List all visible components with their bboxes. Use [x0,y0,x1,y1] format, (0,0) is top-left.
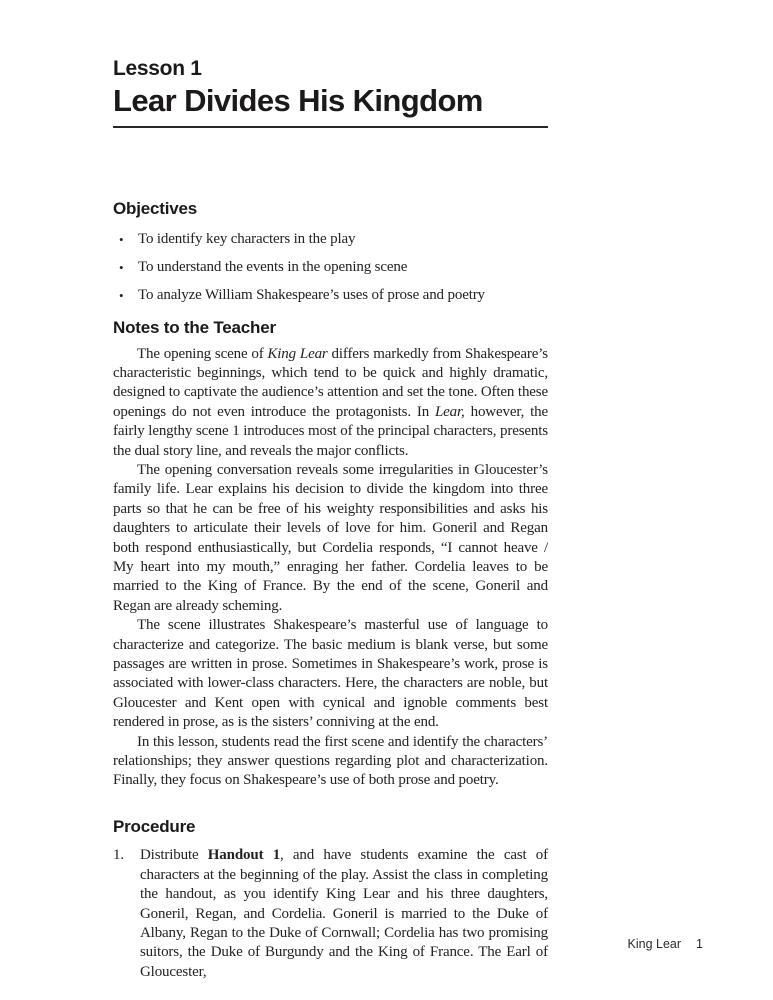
objectives-list [113,230,548,305]
objective-item [113,286,548,305]
lesson-label: Lesson 1 [113,57,202,80]
procedure-steps [113,846,548,982]
procedure-section [113,817,548,982]
notes-section [113,318,548,791]
notes-paragraph: In this lesson, students read the first scene and identify the characters’ relationships; they answer questions regarding plot and characterization. Finally, they focus on Shakespeare’s use of both prose and poetry. [113,733,548,789]
running-footer [628,937,703,951]
procedure-heading: Procedure [113,816,196,836]
notes-paragraph: The opening conversation reveals some irregularities in Gloucester’s family life. Lear explains his decision to divide the kingdom into three parts so that he can be free of his weighty responsibilities and asks his daughters to articulate their levels of love for him. Goneril and Regan both respond enthusiastically, but Cordelia responds, “I cannot heave / My heart into my mouth,” enraging her father. Cordelia leaves to be married to the King of France. By the end of the scene, Goneril and Regan are already scheming. [113,461,548,614]
title-rule [113,126,548,128]
procedure-step [113,846,548,982]
notes-paragraph: The scene illustrates Shakespeare’s masterful use of language to characterize and categorize. The basic medium is blank verse, but some passages are written in prose. Sometimes in Shakespeare’s work, prose is associated with lower-class characters. Here, the characters are noble, but Gloucester and Kent open with cynical and ignoble comments best rendered in prose, as is the sisters’ conniving at the end. [113,617,548,731]
objectives-heading: Objectives [113,199,197,219]
bullet-icon: • [119,231,124,247]
lesson-header [113,57,548,128]
notes-paragraph: The opening scene of King Lear differs markedly from Shakespeare’s characteristic beginnings, which tend to be quick and highly dramatic, designed to captivate the audience’s attention and set the tone. Often these openings do not even introduce the protagonists. In Lear, however, the fairly lengthy scene 1 introduces most of the principal characters, presents the dual story line, and reveals the major conflicts. [113,345,548,459]
bullet-icon: • [119,259,124,275]
objectives-section [113,199,548,305]
objective-item [113,230,548,249]
page-title: Lear Divides His Kingdom [113,83,483,119]
step-text: Distribute Handout 1, and have students examine the cast of characters at the beginning of the play. Assist the class in completing the handout, as you identify King Lear and his three daughters, Goneril, Regan, and Cordelia. Goneril is married to the Duke of Albany, Regan to the Duke of Cornwall; Cordelia has two promising suitors, the Duke of Burgundy and the King of France. The Earl of Gloucester, [140,847,549,980]
notes-body [113,345,548,791]
objective-text: To identify key characters in the play [138,230,356,247]
objective-text: To analyze William Shakespeare’s uses of prose and poetry [138,286,485,303]
notes-heading: Notes to the Teacher [113,318,276,337]
footer-book-title: King Lear [627,937,682,951]
step-number: 1. [113,847,124,864]
objective-item [113,258,548,277]
objective-text: To understand the events in the opening scene [138,258,408,275]
text-column [113,0,548,982]
bullet-icon: • [119,287,124,303]
footer-page-number: 1 [696,937,703,951]
